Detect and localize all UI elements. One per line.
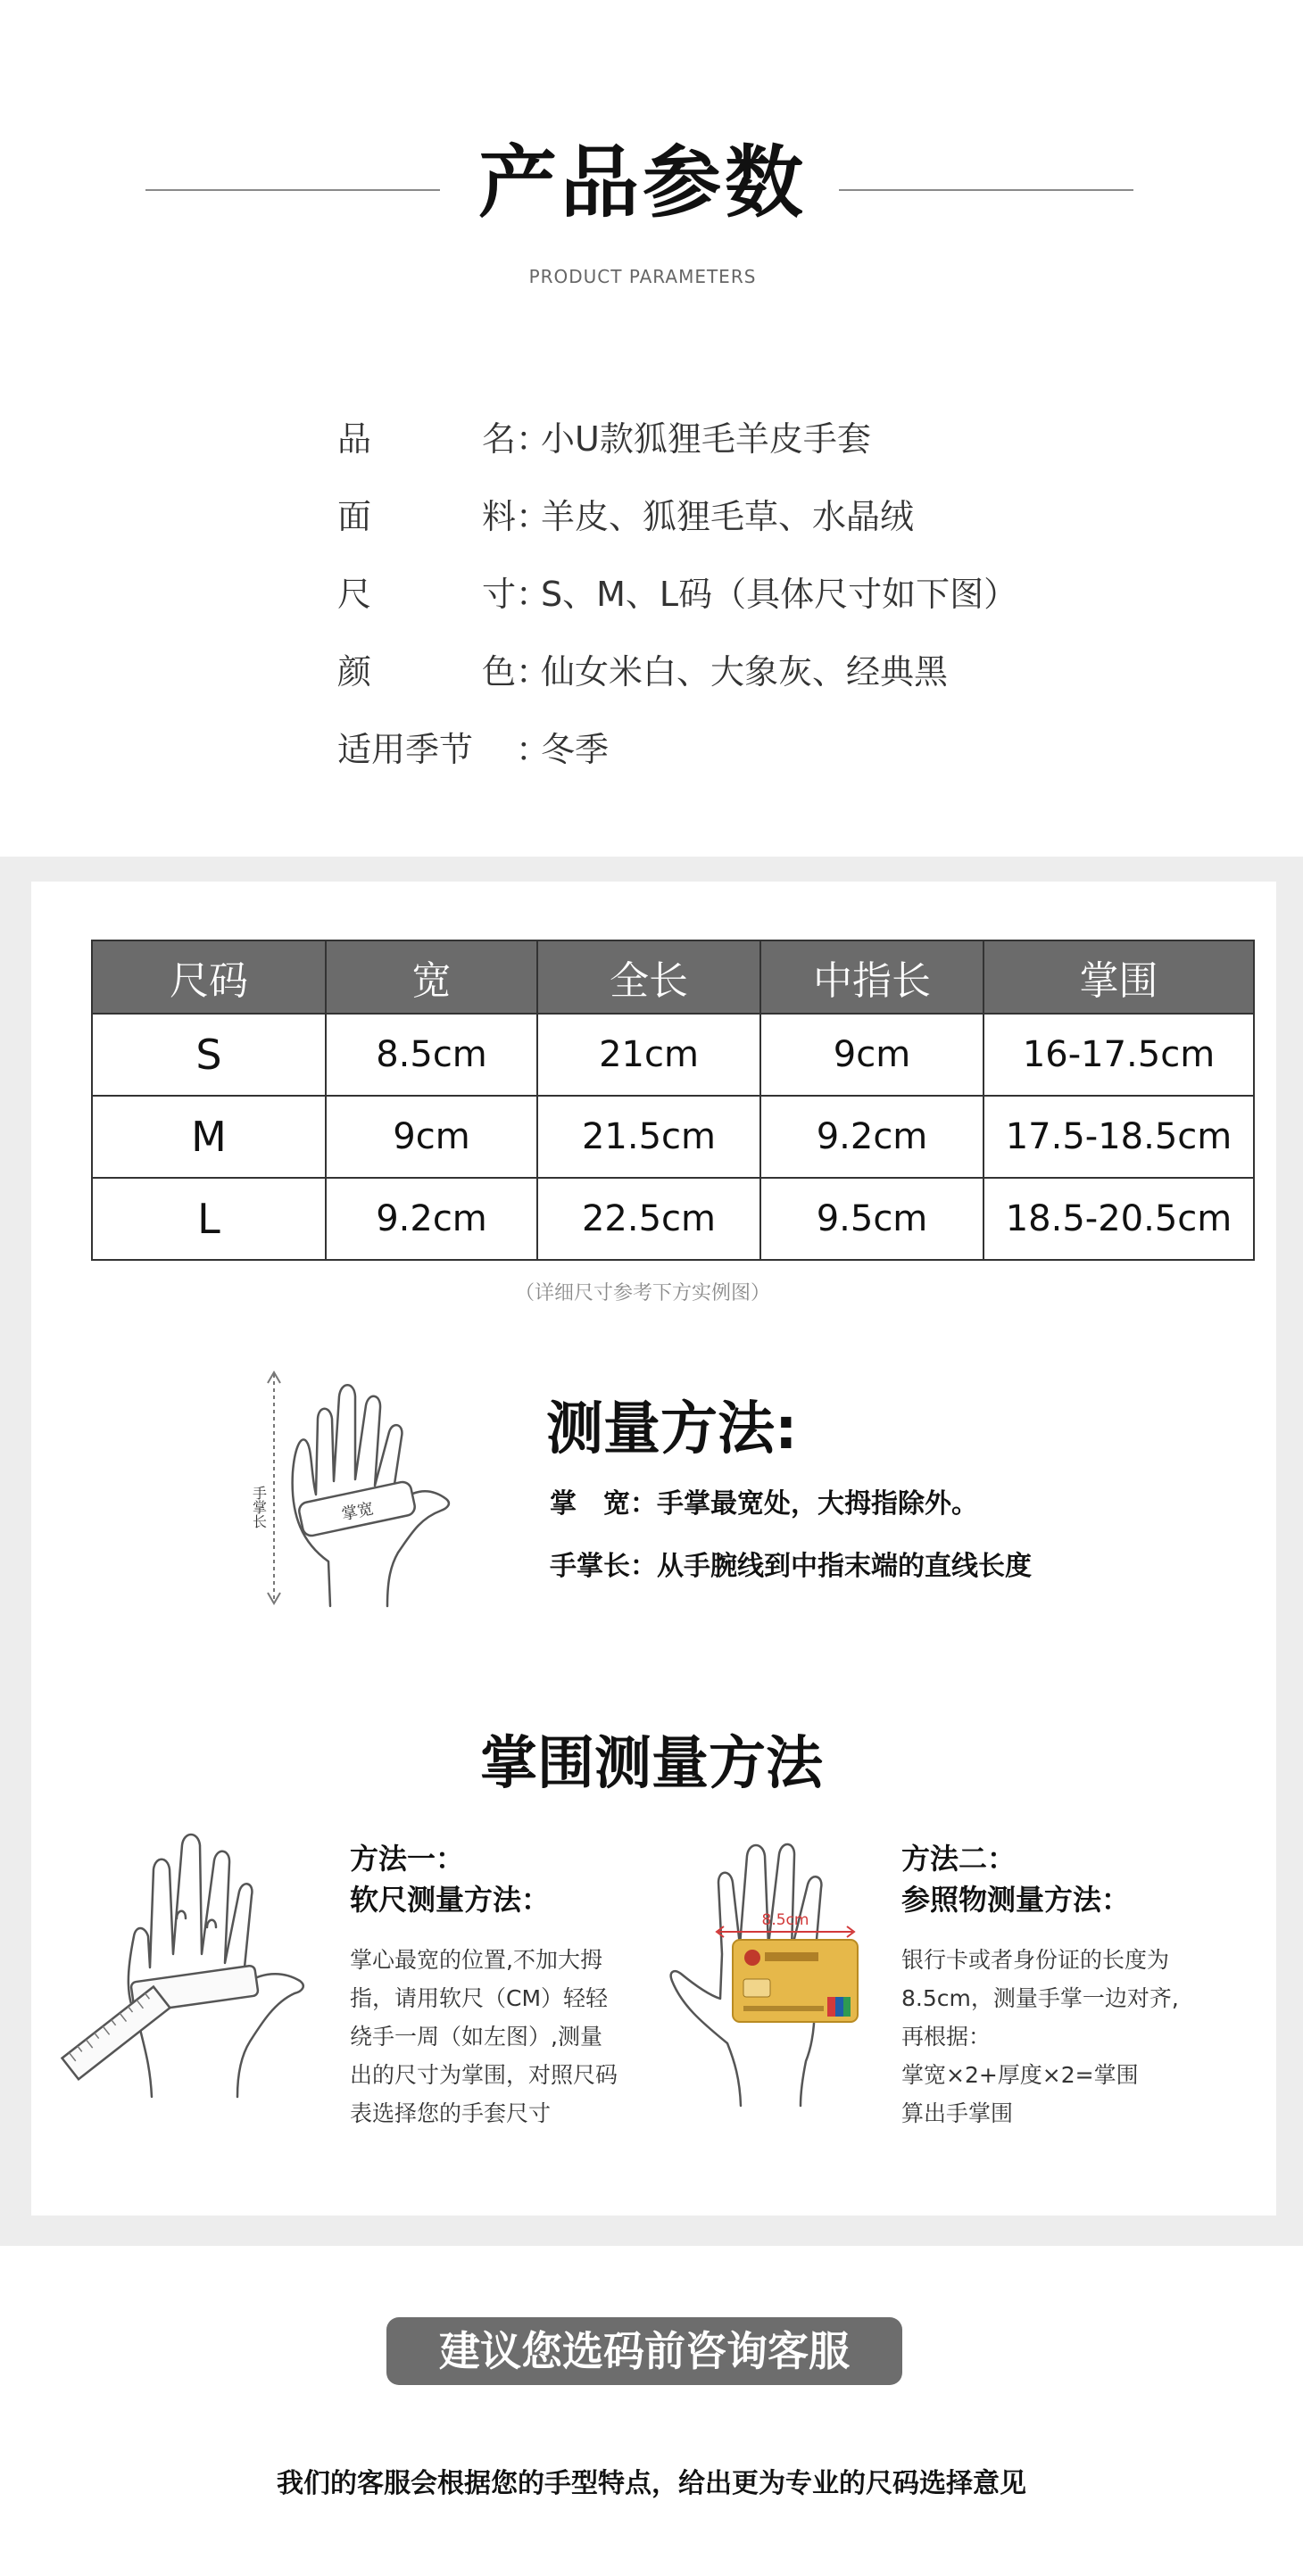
param-label: 适用季节	[337, 730, 474, 769]
param-value: 小U款狐狸毛羊皮手套	[541, 419, 871, 459]
param-row-material: 面 料 ： 羊皮、狐狸毛草、水晶绒	[337, 475, 1017, 552]
param-value: 羊皮、狐狸毛草、水晶绒	[541, 497, 915, 536]
col-header-size: 尺码	[92, 940, 326, 1014]
measure-palm-width: 掌 宽：手掌最宽处，大拇指除外。	[550, 1488, 978, 1520]
param-row-season: 适用季节 ： 冬季	[337, 708, 1017, 785]
consult-service-button[interactable]: 建议您选码前咨询客服	[386, 2317, 902, 2385]
table-row: M 9cm 21.5cm 9.2cm 17.5-18.5cm	[92, 1096, 1254, 1178]
table-row: L 9.2cm 22.5cm 9.5cm 18.5-20.5cm	[92, 1178, 1254, 1260]
table-row: S 8.5cm 21cm 9cm 16-17.5cm	[92, 1014, 1254, 1096]
param-label: 品 名	[337, 419, 516, 459]
card-number-mark	[743, 2006, 824, 2011]
palm-length-label: 手掌长	[250, 1486, 268, 1528]
param-label: 面 料	[337, 497, 516, 536]
card-chip-icon	[743, 1979, 770, 1997]
param-row-size: 尺 寸 ： S、M、L码（具体尺寸如下图）	[337, 552, 1017, 630]
method1-heading: 方法一： 软尺测量方法：	[350, 1842, 551, 1917]
bank-name-mark	[765, 1952, 818, 1961]
method2-heading: 方法二： 参照物测量方法：	[901, 1842, 1131, 1917]
header-divider-left	[145, 189, 440, 191]
param-value: S、M、L码（具体尺寸如下图）	[541, 575, 1018, 614]
col-header-palm-circ: 掌围	[983, 940, 1254, 1014]
page-title: 产品参数	[477, 137, 807, 228]
page-subtitle: PRODUCT PARAMETERS	[528, 266, 757, 287]
param-row-name: 品 名 ： 小U款狐狸毛羊皮手套	[337, 397, 1017, 475]
param-label: 颜 色	[337, 652, 516, 692]
col-header-width: 宽	[326, 940, 537, 1014]
header-divider-right	[839, 189, 1133, 191]
method2-text: 银行卡或者身份证的长度为 8.5cm，测量手掌一边对齐, 再根据： 掌宽×2+厚度×2=掌围 算出手掌围	[901, 1947, 1179, 2126]
method1-text: 掌心最宽的位置,不加大拇 指，请用软尺（CM）轻轻 绕手一周（如左图）,测量 出的尺寸为掌围，对照尺码 表选择您的手套尺寸	[350, 1947, 618, 2126]
measure-title: 测量方法:	[546, 1396, 798, 1462]
size-table	[91, 940, 1255, 1261]
param-value: 冬季	[541, 730, 610, 769]
footer-note: 我们的客服会根据您的手型特点，给出更为专业的尺码选择意见	[277, 2468, 1026, 2499]
product-params-list	[337, 397, 1017, 785]
bank-logo-icon	[744, 1950, 760, 1966]
param-row-color: 颜 色 ： 仙女米白、大象灰、经典黑	[337, 630, 1017, 708]
hand-measure-diagram	[241, 1365, 482, 1615]
card-measure-diagram	[665, 1820, 888, 2115]
table-note: （详细尺寸参考下方实例图）	[514, 1282, 770, 1305]
card-width-label: 8.5cm	[761, 1911, 809, 1929]
palm-width-label: 掌宽	[339, 1499, 376, 1525]
param-label: 尺 寸	[337, 575, 516, 614]
size-table-header	[92, 940, 1254, 1014]
col-header-length: 全长	[537, 940, 760, 1014]
param-value: 仙女米白、大象灰、经典黑	[541, 652, 949, 692]
measure-palm-length: 手掌长：从手腕线到中指末端的直线长度	[550, 1551, 1032, 1582]
tape-tail	[62, 1987, 170, 2080]
tape-measure-diagram	[71, 1820, 339, 2106]
palm-circ-title: 掌围测量方法	[480, 1731, 823, 1797]
col-header-middle-finger: 中指长	[760, 940, 983, 1014]
